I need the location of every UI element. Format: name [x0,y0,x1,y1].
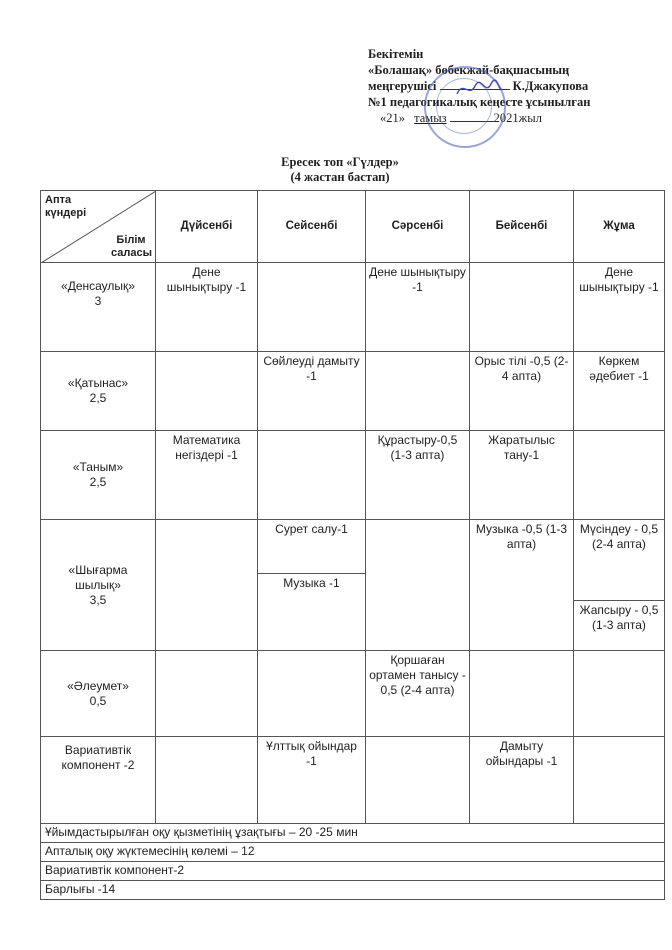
footer-row-variative [41,862,665,881]
approval-date [368,110,668,126]
area-health-hours: 3 [94,294,102,308]
area-creativity-name-a: «Шығарма [68,562,128,577]
cell-creativity-tue-b: Музыка -1 [258,574,366,651]
cell-health-tue [258,263,366,352]
cell-social-wed: Қоршаған ортамен танысу - 0,5 (2-4 апта) [366,651,470,737]
cell-health-mon: Дене шынықтыру -1 [156,263,258,352]
cell-social-thu [470,651,574,737]
page-title [230,155,450,185]
day-monday: Дүйсенбі [156,191,258,263]
area-health-name: «Денсаулық» [61,279,135,293]
area-social [41,651,156,737]
row-health [41,263,665,352]
area-cognition-name: «Таным» [72,460,124,474]
cell-creativity-thu: Музыка -0,5 (1-3 апта) [470,520,574,651]
footer-total: Барлығы -14 [41,881,665,900]
cell-health-fri: Дене шынықтыру -1 [574,263,665,352]
date-day: «21» [380,111,405,125]
cell-health-wed: Дене шынықтыру -1 [366,263,470,352]
area-variative: Вариативтік компонент -2 [41,737,156,824]
day-friday: Жұма [574,191,665,263]
area-social-hours: 0,5 [89,693,107,708]
signature [455,78,503,100]
row-social [41,651,665,737]
cell-variative-wed [366,737,470,824]
cell-communication-mon [156,352,258,431]
cell-social-mon [156,651,258,737]
area-creativity-hours: 3,5 [89,592,107,607]
cell-communication-thu: Орыс тілі -0,5 (2-4 апта) [470,352,574,431]
day-tuesday: Сейсенбі [258,191,366,263]
cell-cognition-tue [258,431,366,520]
footer-variative: Вариативтік компонент-2 [41,862,665,881]
footer-row-duration [41,824,665,843]
cell-creativity-wed [366,520,470,651]
row-creativity-a [41,520,665,574]
cell-variative-fri [574,737,665,824]
date-month: тамыз [414,111,447,125]
footer-row-load [41,843,665,862]
cell-creativity-mon [156,520,258,651]
corner-cell [41,191,156,263]
area-cognition-hours: 2,5 [89,475,107,489]
approval-line-kindergarten: «Болашақ» бөбекжай-бақшасының [368,63,570,77]
corner-subject-area: Білім саласы [111,234,152,259]
cell-cognition-mon: Математика негіздері -1 [156,431,258,520]
head-label: меңгерушісі [368,79,437,93]
cell-cognition-fri [574,431,665,520]
cell-social-tue [258,651,366,737]
day-thursday: Бейсенбі [470,191,574,263]
header-row [41,191,665,263]
cell-communication-fri: Көркем әдебиет -1 [574,352,665,431]
cell-cognition-wed: Құрастыру-0,5 (1-3 апта) [366,431,470,520]
corner-weekdays: Апта күндері [45,194,87,219]
area-creativity [41,520,156,651]
footer-row-total [41,881,665,900]
approval-block [368,46,668,126]
footer-duration: Ұйымдастырылған оқу қызметінің ұзақтығы – 20 -25 мин [41,824,665,843]
cell-creativity-fri-a: Мүсіндеу - 0,5 (2-4 апта) [574,520,665,601]
title-group: Ересек топ «Гүлдер» [281,155,399,169]
area-communication [41,352,156,431]
row-variative [41,737,665,824]
footer-weekly-load: Апталық оқу жүктемесінің көлемі – 12 [41,843,665,862]
area-social-name: «Әлеумет» [67,678,129,693]
area-communication-hours: 2,5 [89,391,107,405]
approval-line-approve: Бекітемін [368,47,424,61]
cell-variative-mon [156,737,258,824]
cell-variative-tue: Ұлттық ойындар -1 [258,737,366,824]
cell-communication-tue: Сөйлеуді дамыту -1 [258,352,366,431]
title-age: (4 жастан бастап) [290,170,390,184]
approval-line-head [368,78,668,94]
day-wednesday: Сәрсенбі [366,191,470,263]
cell-communication-wed [366,352,470,431]
row-communication [41,352,665,431]
cell-creativity-tue-a: Сурет салу-1 [258,520,366,574]
head-name: К.Джакупова [512,79,589,93]
row-cognition [41,431,665,520]
date-year: 2021жыл [493,111,542,125]
cell-social-fri [574,651,665,737]
cell-variative-thu: Дамыту ойындары -1 [470,737,574,824]
schedule-table [40,190,665,900]
area-health [41,263,156,352]
cell-cognition-thu: Жаратылыс тану-1 [470,431,574,520]
area-cognition [41,431,156,520]
cell-health-thu [470,263,574,352]
area-creativity-name-b: шылық» [75,577,121,592]
approval-line-council: №1 педагогикалық кеңесте ұсынылған [368,95,591,109]
cell-creativity-fri-b: Жапсыру - 0,5 (1-3 апта) [574,601,665,651]
area-communication-name: «Қатынас» [67,376,129,390]
